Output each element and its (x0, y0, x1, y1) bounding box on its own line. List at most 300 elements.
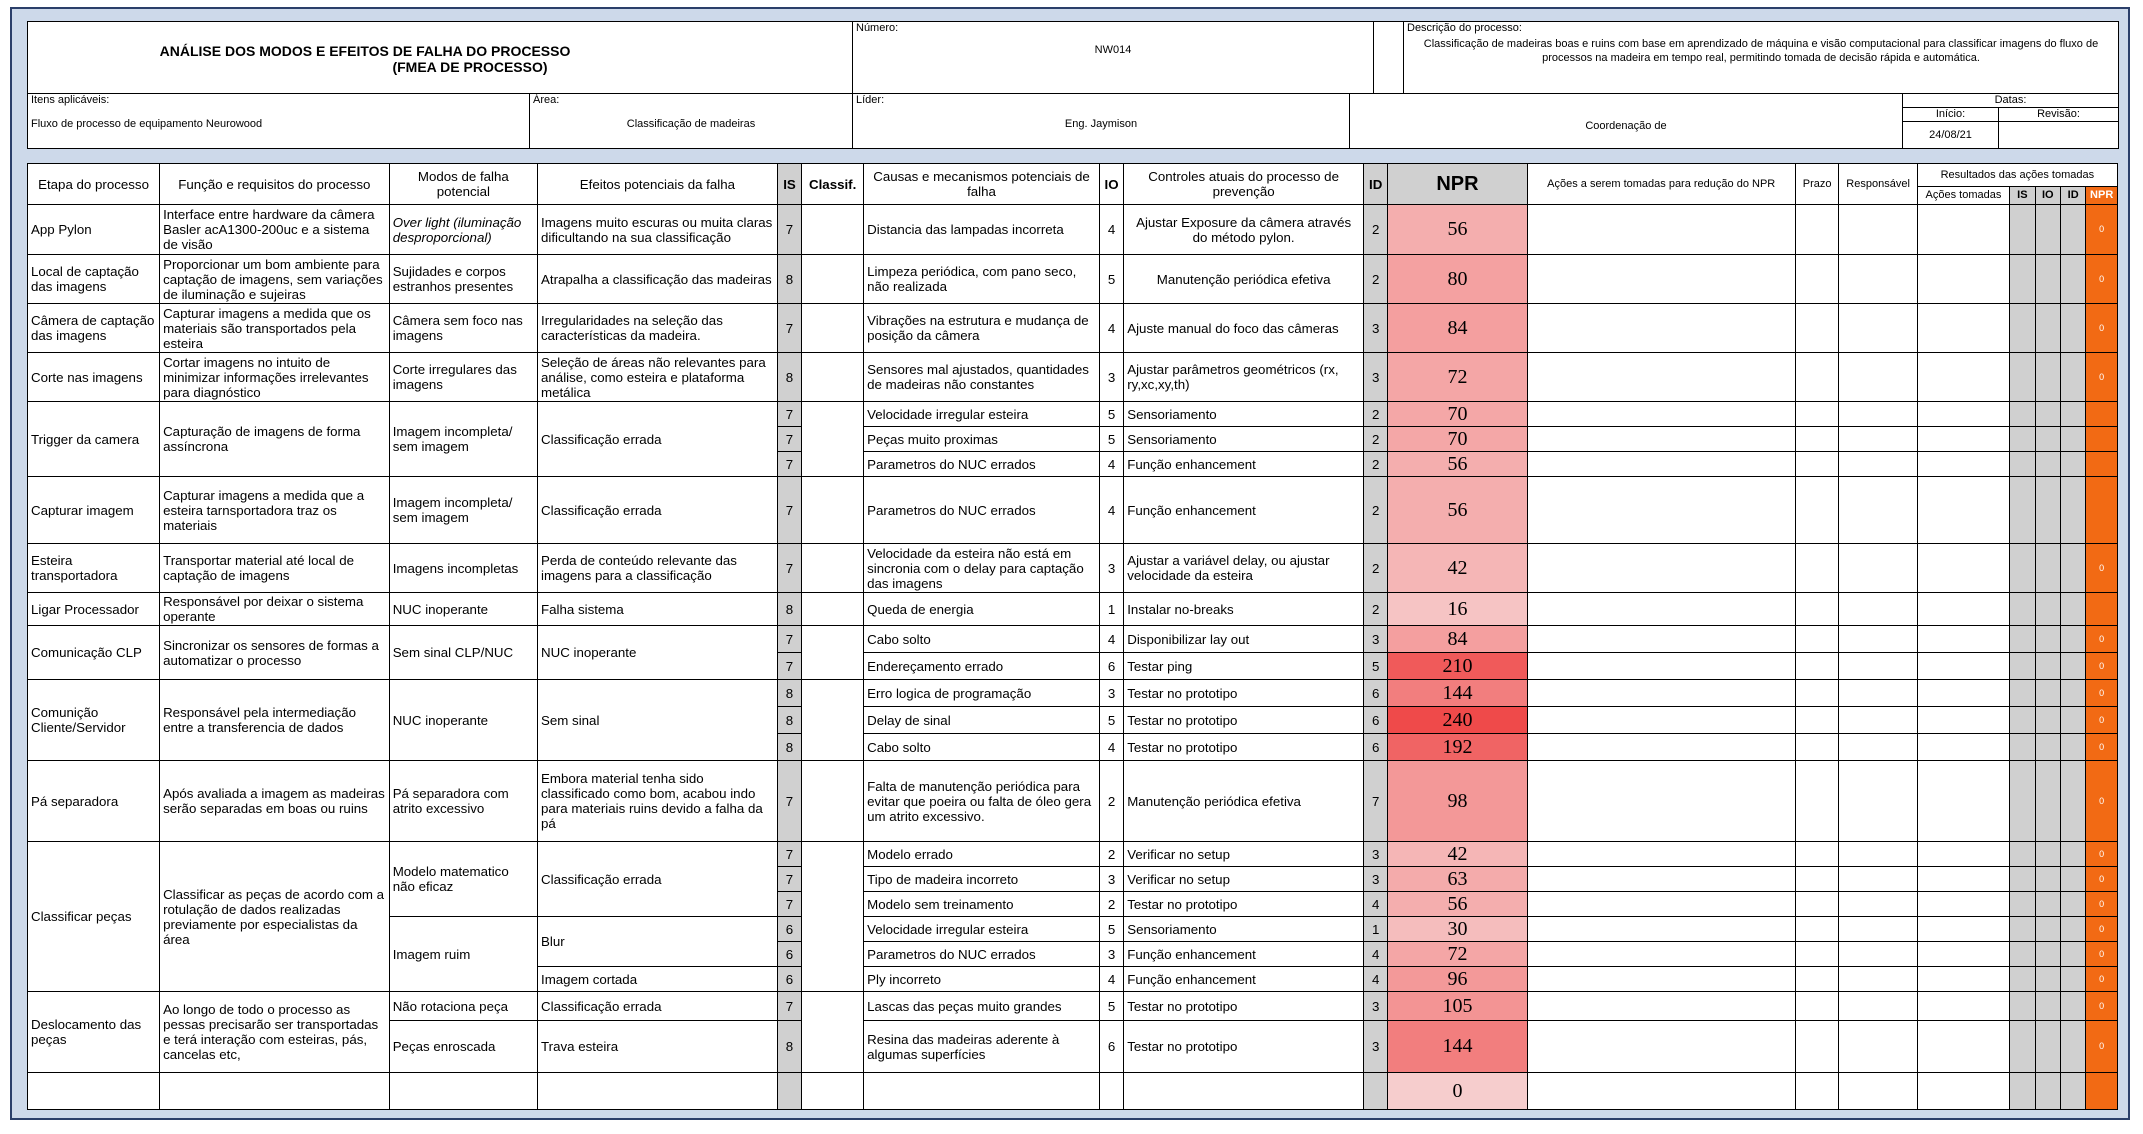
classif-cell (802, 593, 864, 626)
npr-cell: 70 (1388, 402, 1527, 427)
inicio-value: 24/08/21 (1903, 122, 1999, 149)
controle-cell: Ajustar Exposure da câmera através do método pylon. (1124, 205, 1364, 255)
efeito-cell: NUC inoperante (538, 626, 778, 680)
table-row (28, 402, 2118, 427)
causa-cell: Parametros do NUC errados (864, 942, 1100, 967)
table-row (28, 842, 2118, 867)
prazo-cell (1795, 653, 1839, 680)
npr-cell: 144 (1388, 1021, 1527, 1073)
r-id-cell (2060, 1021, 2085, 1073)
acoes-cell (1527, 1021, 1795, 1073)
etapa-cell: Corte nas imagens (28, 353, 160, 402)
io-cell: 4 (1099, 734, 1123, 761)
id-cell: 2 (1364, 402, 1388, 427)
r-npr-cell: 0 (2086, 942, 2118, 967)
classif-cell (802, 842, 864, 992)
io-cell: 2 (1099, 761, 1123, 842)
id-cell: 3 (1364, 353, 1388, 402)
io-cell: 5 (1099, 402, 1123, 427)
modo-cell: Modelo matematico não eficaz (389, 842, 537, 917)
r-id-cell (2060, 761, 2085, 842)
classif-cell (802, 353, 864, 402)
r-id-cell (2060, 842, 2085, 867)
responsavel-cell (1839, 427, 1917, 452)
prazo-cell (1795, 842, 1839, 867)
npr-cell: 96 (1388, 967, 1527, 992)
etapa-cell: Capturar imagem (28, 477, 160, 544)
funcao-cell: Capturar imagens a medida que a esteira tarnsportadora traz os materiais (160, 477, 390, 544)
title-cell (28, 22, 853, 97)
col-acoes-tomadas: Ações tomadas (1917, 187, 2009, 205)
modo-cell: Não rotaciona peça (389, 992, 537, 1021)
acoes-cell (1527, 842, 1795, 867)
modo-cell: Câmera sem foco nas imagens (389, 304, 537, 353)
etapa-cell: Trigger da camera (28, 402, 160, 477)
responsavel-cell (1839, 761, 1917, 842)
io-cell: 3 (1099, 353, 1123, 402)
classif-cell (802, 626, 864, 680)
r-io-cell (2035, 942, 2060, 967)
io-cell: 3 (1099, 867, 1123, 892)
causa-cell: Sensores mal ajustados, quantidades de madeiras não constantes (864, 353, 1100, 402)
prazo-cell (1795, 892, 1839, 917)
col-io: IO (1099, 164, 1123, 205)
acoes-tomadas-cell (1917, 917, 2009, 942)
io-cell: 4 (1099, 967, 1123, 992)
numero-cell (853, 22, 1374, 97)
r-is-cell (2010, 304, 2035, 353)
table-row (28, 992, 2118, 1021)
is-cell: 7 (777, 867, 801, 892)
table-row (28, 205, 2118, 255)
efeito-cell: Classificação errada (538, 402, 778, 477)
r-io-cell (2035, 1021, 2060, 1073)
r-id-cell (2060, 593, 2085, 626)
r-io-cell (2035, 304, 2060, 353)
npr-cell: 144 (1388, 680, 1527, 707)
acoes-tomadas-cell (1917, 593, 2009, 626)
controle-cell: Testar no prototipo (1124, 707, 1364, 734)
acoes-tomadas-cell (1917, 205, 2009, 255)
prazo-cell (1795, 402, 1839, 427)
efeito-cell: Classificação errada (538, 992, 778, 1021)
responsavel-cell (1839, 353, 1917, 402)
table-row (28, 255, 2118, 304)
id-cell: 2 (1364, 205, 1388, 255)
r-id-cell (2060, 255, 2085, 304)
col-resultados: Resultados das ações tomadas (1917, 164, 2117, 187)
r-is-cell (2010, 402, 2035, 427)
acoes-tomadas-cell (1917, 544, 2009, 593)
acoes-cell (1527, 452, 1795, 477)
r-is-cell (2010, 544, 2035, 593)
controle-cell: Ajuste manual do foco das câmeras (1124, 304, 1364, 353)
funcao-cell: Interface entre hardware da câmera Basler acA1300-200uc e a sistema de visão (160, 205, 390, 255)
causa-cell: Peças muito proximas (864, 427, 1100, 452)
r-io-cell (2035, 626, 2060, 653)
responsavel-cell (1839, 992, 1917, 1021)
modo-cell (389, 1073, 537, 1110)
prazo-cell (1795, 707, 1839, 734)
is-cell: 6 (777, 967, 801, 992)
id-cell: 4 (1364, 892, 1388, 917)
classif-cell (802, 992, 864, 1073)
npr-cell: 72 (1388, 353, 1527, 402)
r-id-cell (2060, 653, 2085, 680)
is-cell: 7 (777, 452, 801, 477)
r-id-cell (2060, 917, 2085, 942)
col-prazo: Prazo (1795, 164, 1839, 205)
funcao-cell: Responsável por deixar o sistema operante (160, 593, 390, 626)
funcao-cell: Após avaliada a imagem as madeiras serão separadas em boas ou ruins (160, 761, 390, 842)
responsavel-cell (1839, 967, 1917, 992)
col-r-npr: NPR (2086, 187, 2118, 205)
acoes-tomadas-cell (1917, 942, 2009, 967)
funcao-cell: Capturação de imagens de forma assíncrona (160, 402, 390, 477)
efeito-cell: Perda de conteúdo relevante das imagens para a classificação (538, 544, 778, 593)
io-cell: 3 (1099, 544, 1123, 593)
r-is-cell (2010, 992, 2035, 1021)
id-cell: 2 (1364, 593, 1388, 626)
lider-value: Eng. Jaymison (1064, 118, 1138, 130)
revisao-value (1999, 122, 2119, 149)
prazo-cell (1795, 1021, 1839, 1073)
etapa-cell: Câmera de captação das imagens (28, 304, 160, 353)
r-io-cell (2035, 653, 2060, 680)
io-cell: 3 (1099, 942, 1123, 967)
col-modos: Modos de falha potencial (389, 164, 537, 205)
is-cell: 7 (777, 205, 801, 255)
modo-cell: NUC inoperante (389, 593, 537, 626)
r-npr-cell: 0 (2086, 353, 2118, 402)
form-subtitle: (FMEA DE PROCESSO) (392, 59, 548, 75)
r-io-cell (2035, 255, 2060, 304)
classif-cell (802, 402, 864, 477)
is-cell: 7 (777, 761, 801, 842)
funcao-cell: Transportar material até local de captação de imagens (160, 544, 390, 593)
efeito-cell: Classificação errada (538, 842, 778, 917)
funcao-cell: Classificar as peças de acordo com a rotulação de dados realizadas previamente por especialistas da área (160, 842, 390, 992)
id-cell: 4 (1364, 942, 1388, 967)
causa-cell: Ply incorreto (864, 967, 1100, 992)
controle-cell: Manutenção periódica efetiva (1124, 255, 1364, 304)
efeito-cell: Irregularidades na seleção das características da madeira. (538, 304, 778, 353)
modo-cell: Imagens incompletas (389, 544, 537, 593)
itens-cell (28, 94, 530, 149)
causa-cell: Modelo sem treinamento (864, 892, 1100, 917)
id-cell: 5 (1364, 653, 1388, 680)
acoes-cell (1527, 867, 1795, 892)
r-id-cell (2060, 477, 2085, 544)
controle-cell: Função enhancement (1124, 477, 1364, 544)
col-id: ID (1364, 164, 1388, 205)
acoes-tomadas-cell (1917, 707, 2009, 734)
r-npr-cell: 0 (2086, 304, 2118, 353)
acoes-cell (1527, 427, 1795, 452)
responsavel-cell (1839, 734, 1917, 761)
modo-cell: Pá separadora com atrito excessivo (389, 761, 537, 842)
classif-cell (802, 544, 864, 593)
prazo-cell (1795, 992, 1839, 1021)
area-value: Classificação de madeiras (626, 118, 756, 130)
r-io-cell (2035, 427, 2060, 452)
r-npr-cell (2086, 452, 2118, 477)
classif-cell (802, 304, 864, 353)
funcao-cell: Capturar imagens a medida que os materiais são transportados pela esteira (160, 304, 390, 353)
r-is-cell (2010, 353, 2035, 402)
controle-cell: Manutenção periódica efetiva (1124, 761, 1364, 842)
responsavel-cell (1839, 917, 1917, 942)
r-id-cell (2060, 680, 2085, 707)
io-cell: 5 (1099, 255, 1123, 304)
npr-cell: 0 (1388, 1073, 1527, 1110)
r-io-cell (2035, 867, 2060, 892)
causa-cell: Lascas das peças muito grandes (864, 992, 1100, 1021)
r-npr-cell: 0 (2086, 205, 2118, 255)
r-io-cell (2035, 680, 2060, 707)
r-id-cell (2060, 402, 2085, 427)
r-io-cell (2035, 967, 2060, 992)
modo-cell: Imagem incompleta/ sem imagem (389, 402, 537, 477)
npr-cell: 16 (1388, 593, 1527, 626)
is-cell: 7 (777, 427, 801, 452)
acoes-tomadas-cell (1917, 734, 2009, 761)
r-io-cell (2035, 452, 2060, 477)
r-id-cell (2060, 867, 2085, 892)
responsavel-cell (1839, 205, 1917, 255)
r-io-cell (2035, 353, 2060, 402)
r-npr-cell: 0 (2086, 992, 2118, 1021)
descricao-label: Descrição do processo: (1407, 22, 1522, 34)
id-cell: 2 (1364, 477, 1388, 544)
header-top (27, 21, 2119, 97)
id-cell: 3 (1364, 304, 1388, 353)
io-cell (1099, 1073, 1123, 1110)
efeito-cell: Classificação errada (538, 477, 778, 544)
r-npr-cell: 0 (2086, 707, 2118, 734)
classif-cell (802, 255, 864, 304)
acoes-cell (1527, 653, 1795, 680)
id-cell: 6 (1364, 734, 1388, 761)
npr-cell: 30 (1388, 917, 1527, 942)
spacer-cell (1374, 22, 1404, 97)
r-id-cell (2060, 427, 2085, 452)
r-io-cell (2035, 402, 2060, 427)
fmea-table (27, 163, 2118, 1110)
r-io-cell (2035, 992, 2060, 1021)
modo-cell: Corte irregulares das imagens (389, 353, 537, 402)
is-cell: 8 (777, 680, 801, 707)
r-id-cell (2060, 892, 2085, 917)
controle-cell: Testar no prototipo (1124, 992, 1364, 1021)
acoes-tomadas-cell (1917, 653, 2009, 680)
acoes-cell (1527, 892, 1795, 917)
r-id-cell (2060, 734, 2085, 761)
classif-cell (802, 761, 864, 842)
r-io-cell (2035, 734, 2060, 761)
prazo-cell (1795, 353, 1839, 402)
responsavel-cell (1839, 477, 1917, 544)
coordenacao-cell (1350, 94, 1903, 149)
npr-cell: 56 (1388, 892, 1527, 917)
causa-cell: Vibrações na estrutura e mudança de posição da câmera (864, 304, 1100, 353)
npr-cell: 70 (1388, 427, 1527, 452)
id-cell: 3 (1364, 1021, 1388, 1073)
r-io-cell (2035, 544, 2060, 593)
r-npr-cell: 0 (2086, 842, 2118, 867)
etapa-cell: Comunicação CLP (28, 626, 160, 680)
io-cell: 5 (1099, 917, 1123, 942)
numero-label: Número: (856, 22, 899, 34)
npr-cell: 84 (1388, 626, 1527, 653)
npr-cell: 72 (1388, 942, 1527, 967)
fmea-body (28, 205, 2118, 1110)
acoes-tomadas-cell (1917, 967, 2009, 992)
causa-cell: Modelo errado (864, 842, 1100, 867)
r-io-cell (2035, 892, 2060, 917)
table-row (28, 544, 2118, 593)
r-npr-cell: 0 (2086, 653, 2118, 680)
modo-cell: Peças enroscada (389, 1021, 537, 1073)
efeito-cell: Seleção de áreas não relevantes para análise, como esteira e plataforma metálica (538, 353, 778, 402)
id-cell: 2 (1364, 427, 1388, 452)
r-npr-cell: 0 (2086, 917, 2118, 942)
is-cell: 7 (777, 842, 801, 867)
r-is-cell (2010, 452, 2035, 477)
causa-cell: Falta de manutenção periódica para evitar que poeira ou falta de óleo gera um atrito excessivo. (864, 761, 1100, 842)
r-is-cell (2010, 653, 2035, 680)
col-classif: Classif. (802, 164, 864, 205)
etapa-cell: Pá separadora (28, 761, 160, 842)
controle-cell: Testar no prototipo (1124, 892, 1364, 917)
npr-cell: 56 (1388, 205, 1527, 255)
responsavel-cell (1839, 892, 1917, 917)
efeito-cell: Atrapalha a classificação das madeiras (538, 255, 778, 304)
r-is-cell (2010, 427, 2035, 452)
col-funcao: Função e requisitos do processo (160, 164, 390, 205)
prazo-cell (1795, 205, 1839, 255)
responsavel-cell (1839, 255, 1917, 304)
prazo-cell (1795, 593, 1839, 626)
table-row (28, 353, 2118, 402)
npr-cell: 56 (1388, 452, 1527, 477)
is-cell: 7 (777, 626, 801, 653)
r-id-cell (2060, 205, 2085, 255)
acoes-cell (1527, 942, 1795, 967)
is-cell: 7 (777, 544, 801, 593)
acoes-cell (1527, 304, 1795, 353)
r-id-cell (2060, 942, 2085, 967)
acoes-cell (1527, 967, 1795, 992)
acoes-cell (1527, 477, 1795, 544)
efeito-cell: Imagens muito escuras ou muita claras dificultando na sua classificação (538, 205, 778, 255)
efeito-cell: Imagem cortada (538, 967, 778, 992)
causa-cell: Limpeza periódica, com pano seco, não realizada (864, 255, 1100, 304)
responsavel-cell (1839, 544, 1917, 593)
coordenacao-value: Coordenação de (1585, 120, 1667, 132)
acoes-cell (1527, 734, 1795, 761)
io-cell: 2 (1099, 892, 1123, 917)
lider-label: Líder: (856, 94, 885, 106)
r-npr-cell (2086, 427, 2118, 452)
funcao-cell (160, 1073, 390, 1110)
is-cell: 7 (777, 653, 801, 680)
responsavel-cell (1839, 842, 1917, 867)
itens-value: Fluxo de processo de equipamento Neurowood (31, 118, 263, 130)
controle-cell: Verificar no setup (1124, 842, 1364, 867)
col-efeitos: Efeitos potenciais da falha (538, 164, 778, 205)
prazo-cell (1795, 304, 1839, 353)
r-io-cell (2035, 477, 2060, 544)
etapa-cell: Ligar Processador (28, 593, 160, 626)
controle-cell: Sensoriamento (1124, 402, 1364, 427)
controle-cell: Testar no prototipo (1124, 1021, 1364, 1073)
r-id-cell (2060, 544, 2085, 593)
io-cell: 4 (1099, 626, 1123, 653)
modo-cell: Sem sinal CLP/NUC (389, 626, 537, 680)
r-is-cell (2010, 626, 2035, 653)
table-row (28, 680, 2118, 707)
r-io-cell (2035, 205, 2060, 255)
etapa-cell (28, 1073, 160, 1110)
r-io-cell (2035, 761, 2060, 842)
r-is-cell (2010, 680, 2035, 707)
io-cell: 5 (1099, 992, 1123, 1021)
r-npr-cell (2086, 1073, 2118, 1110)
id-cell: 6 (1364, 680, 1388, 707)
prazo-cell (1795, 680, 1839, 707)
id-cell (1364, 1073, 1388, 1110)
prazo-cell (1795, 761, 1839, 842)
efeito-cell: Embora material tenha sido classificado como bom, acabou indo para materiais ruins devido a falha da pá (538, 761, 778, 842)
efeito-cell: Falha sistema (538, 593, 778, 626)
col-r-is: IS (2010, 187, 2035, 205)
r-npr-cell: 0 (2086, 255, 2118, 304)
acoes-cell (1527, 626, 1795, 653)
io-cell: 5 (1099, 707, 1123, 734)
is-cell: 7 (777, 477, 801, 544)
controle-cell (1124, 1073, 1364, 1110)
causa-cell: Delay de sinal (864, 707, 1100, 734)
r-id-cell (2060, 353, 2085, 402)
r-npr-cell (2086, 402, 2118, 427)
is-cell: 7 (777, 992, 801, 1021)
etapa-cell: Classificar peças (28, 842, 160, 992)
causa-cell: Resina das madeiras aderente à algumas superfícies (864, 1021, 1100, 1073)
io-cell: 4 (1099, 205, 1123, 255)
funcao-cell: Proporcionar um bom ambiente para captação de imagens, sem variações de iluminação e sujeiras (160, 255, 390, 304)
r-npr-cell (2086, 477, 2118, 544)
r-id-cell (2060, 626, 2085, 653)
causa-cell: Erro logica de programação (864, 680, 1100, 707)
r-is-cell (2010, 967, 2035, 992)
acoes-tomadas-cell (1917, 477, 2009, 544)
prazo-cell (1795, 734, 1839, 761)
etapa-cell: Local de captação das imagens (28, 255, 160, 304)
r-io-cell (2035, 917, 2060, 942)
id-cell: 1 (1364, 917, 1388, 942)
r-npr-cell: 0 (2086, 626, 2118, 653)
npr-cell: 63 (1388, 867, 1527, 892)
acoes-cell (1527, 255, 1795, 304)
r-npr-cell: 0 (2086, 680, 2118, 707)
r-is-cell (2010, 734, 2035, 761)
controle-cell: Ajustar a variável delay, ou ajustar velocidade da esteira (1124, 544, 1364, 593)
funcao-cell: Ao longo de todo o processo as pessas precisarão ser transportadas e terá interação com esteiras, pás, cancelas etc, (160, 992, 390, 1073)
table-row (28, 761, 2118, 842)
is-cell: 8 (777, 707, 801, 734)
id-cell: 6 (1364, 707, 1388, 734)
